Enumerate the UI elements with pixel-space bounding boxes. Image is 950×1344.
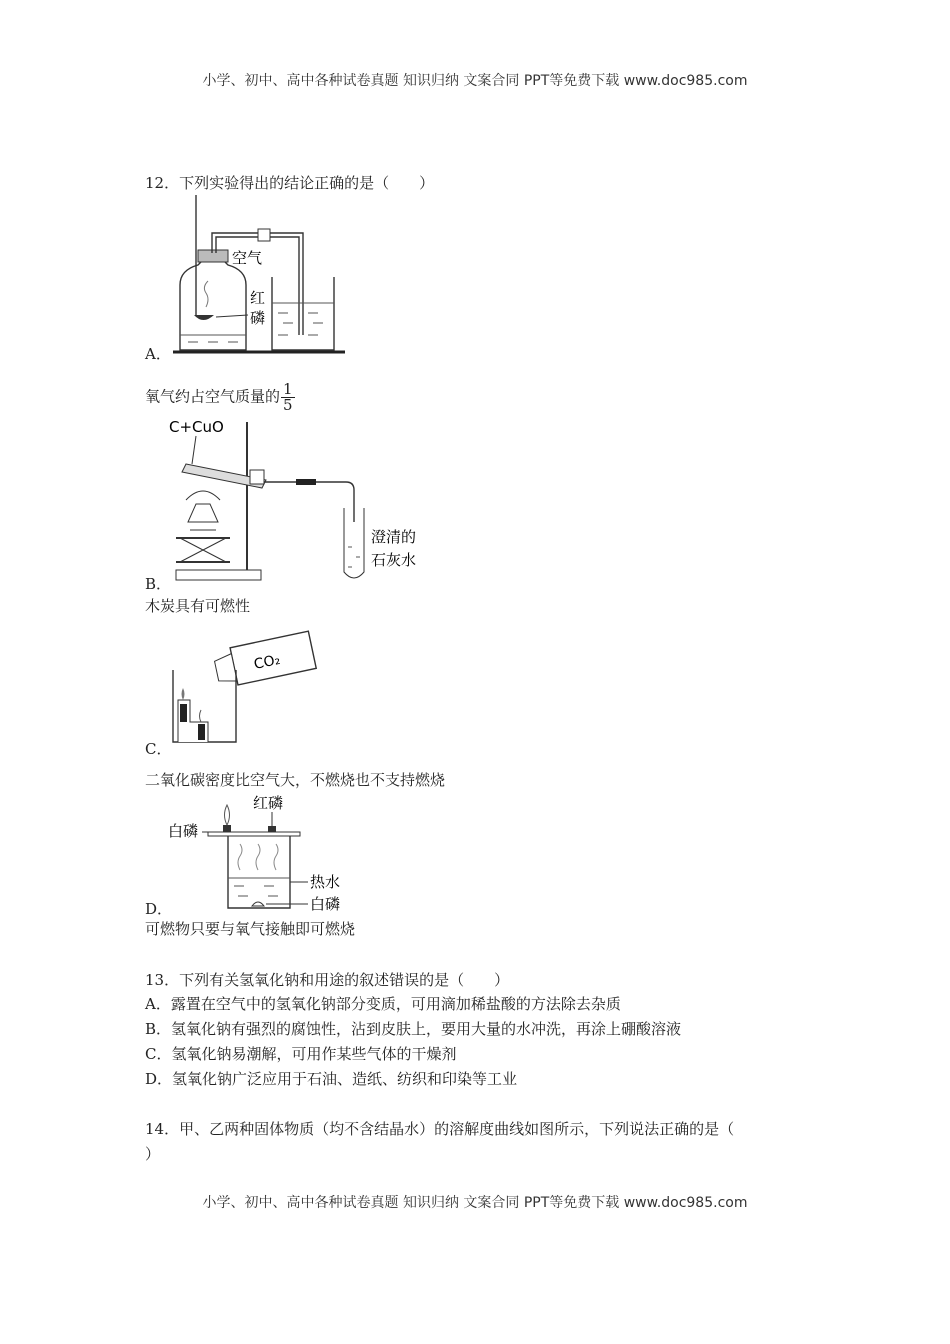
page-footer: 小学、初中、高中各种试卷真题 知识归纳 文案合同 PPT等免费下载 www.doc985.com [202,1195,748,1211]
q12-option-d-text: 可燃物只要与氧气接触即可燃烧 [145,920,356,938]
fig-d-white2-label: 白磷 [310,895,341,913]
q12-option-a-statement: 氧气约占空气质量的 [145,387,281,406]
q13-option-d: D．氢氧化钠广泛应用于石油、造纸、纺织和印染等工业 [145,1070,518,1088]
q14-stem-line2: ） [145,1145,161,1163]
fraction-numerator: 1 [283,380,293,398]
fig-a-air-label: 空气 [232,249,263,267]
figure-c-co2-candles [168,620,318,748]
q13-stem: 13．下列有关氢氧化钠和用途的叙述错误的是（ ） [145,971,510,989]
fig-b-cuo-label: C+CuO [169,418,224,436]
q12-option-a-label: A． [145,345,171,363]
page-header: 小学、初中、高中各种试卷真题 知识归纳 文案合同 PPT等免费下载 www.doc985.com [202,73,748,89]
q12-option-c-text: 二氧化碳密度比空气大，不燃烧也不支持燃烧 [145,771,446,789]
q12-option-a-text [145,382,295,413]
fraction-one-fifth [281,382,295,413]
figure-a-red-phosphorus-apparatus [168,195,350,357]
fig-a-p1-label: 红 [250,289,266,307]
fig-d-red-label: 红磷 [253,794,284,812]
fig-b-lime1-label: 澄清的 [371,528,417,546]
q13-option-c: C．氢氧化钠易潮解，可用作某些气体的干燥剂 [145,1045,457,1063]
figure-d-phosphorus-combustion [168,790,378,915]
q12-stem: 12．下列实验得出的结论正确的是（ ） [145,174,435,192]
q12-option-b-text: 木炭具有可燃性 [145,597,251,615]
q12-option-b-label: B． [145,575,172,593]
fig-c-co2-label: CO₂ [252,651,282,673]
figure-b-carbon-reduction-apparatus [166,412,436,587]
fig-d-hotwater-label: 热水 [310,873,341,891]
fig-b-lime2-label: 石灰水 [371,551,417,569]
q14-stem-line1: 14．甲、乙两种固体物质（均不含结晶水）的溶解度曲线如图所示，下列说法正确的是（ [145,1120,735,1138]
fraction-denominator: 5 [283,396,293,414]
fig-d-white-label: 白磷 [168,822,199,840]
q12-option-c-label: C． [145,740,172,758]
q13-option-a: A．露置在空气中的氢氧化钠部分变质，可用滴加稀盐酸的方法除去杂质 [145,995,621,1013]
fig-a-p2-label: 磷 [250,309,266,327]
q12-option-d-label: D． [145,900,173,918]
q13-option-b: B．氢氧化钠有强烈的腐蚀性，沾到皮肤上，要用大量的水冲洗，再涂上硼酸溶液 [145,1020,682,1038]
